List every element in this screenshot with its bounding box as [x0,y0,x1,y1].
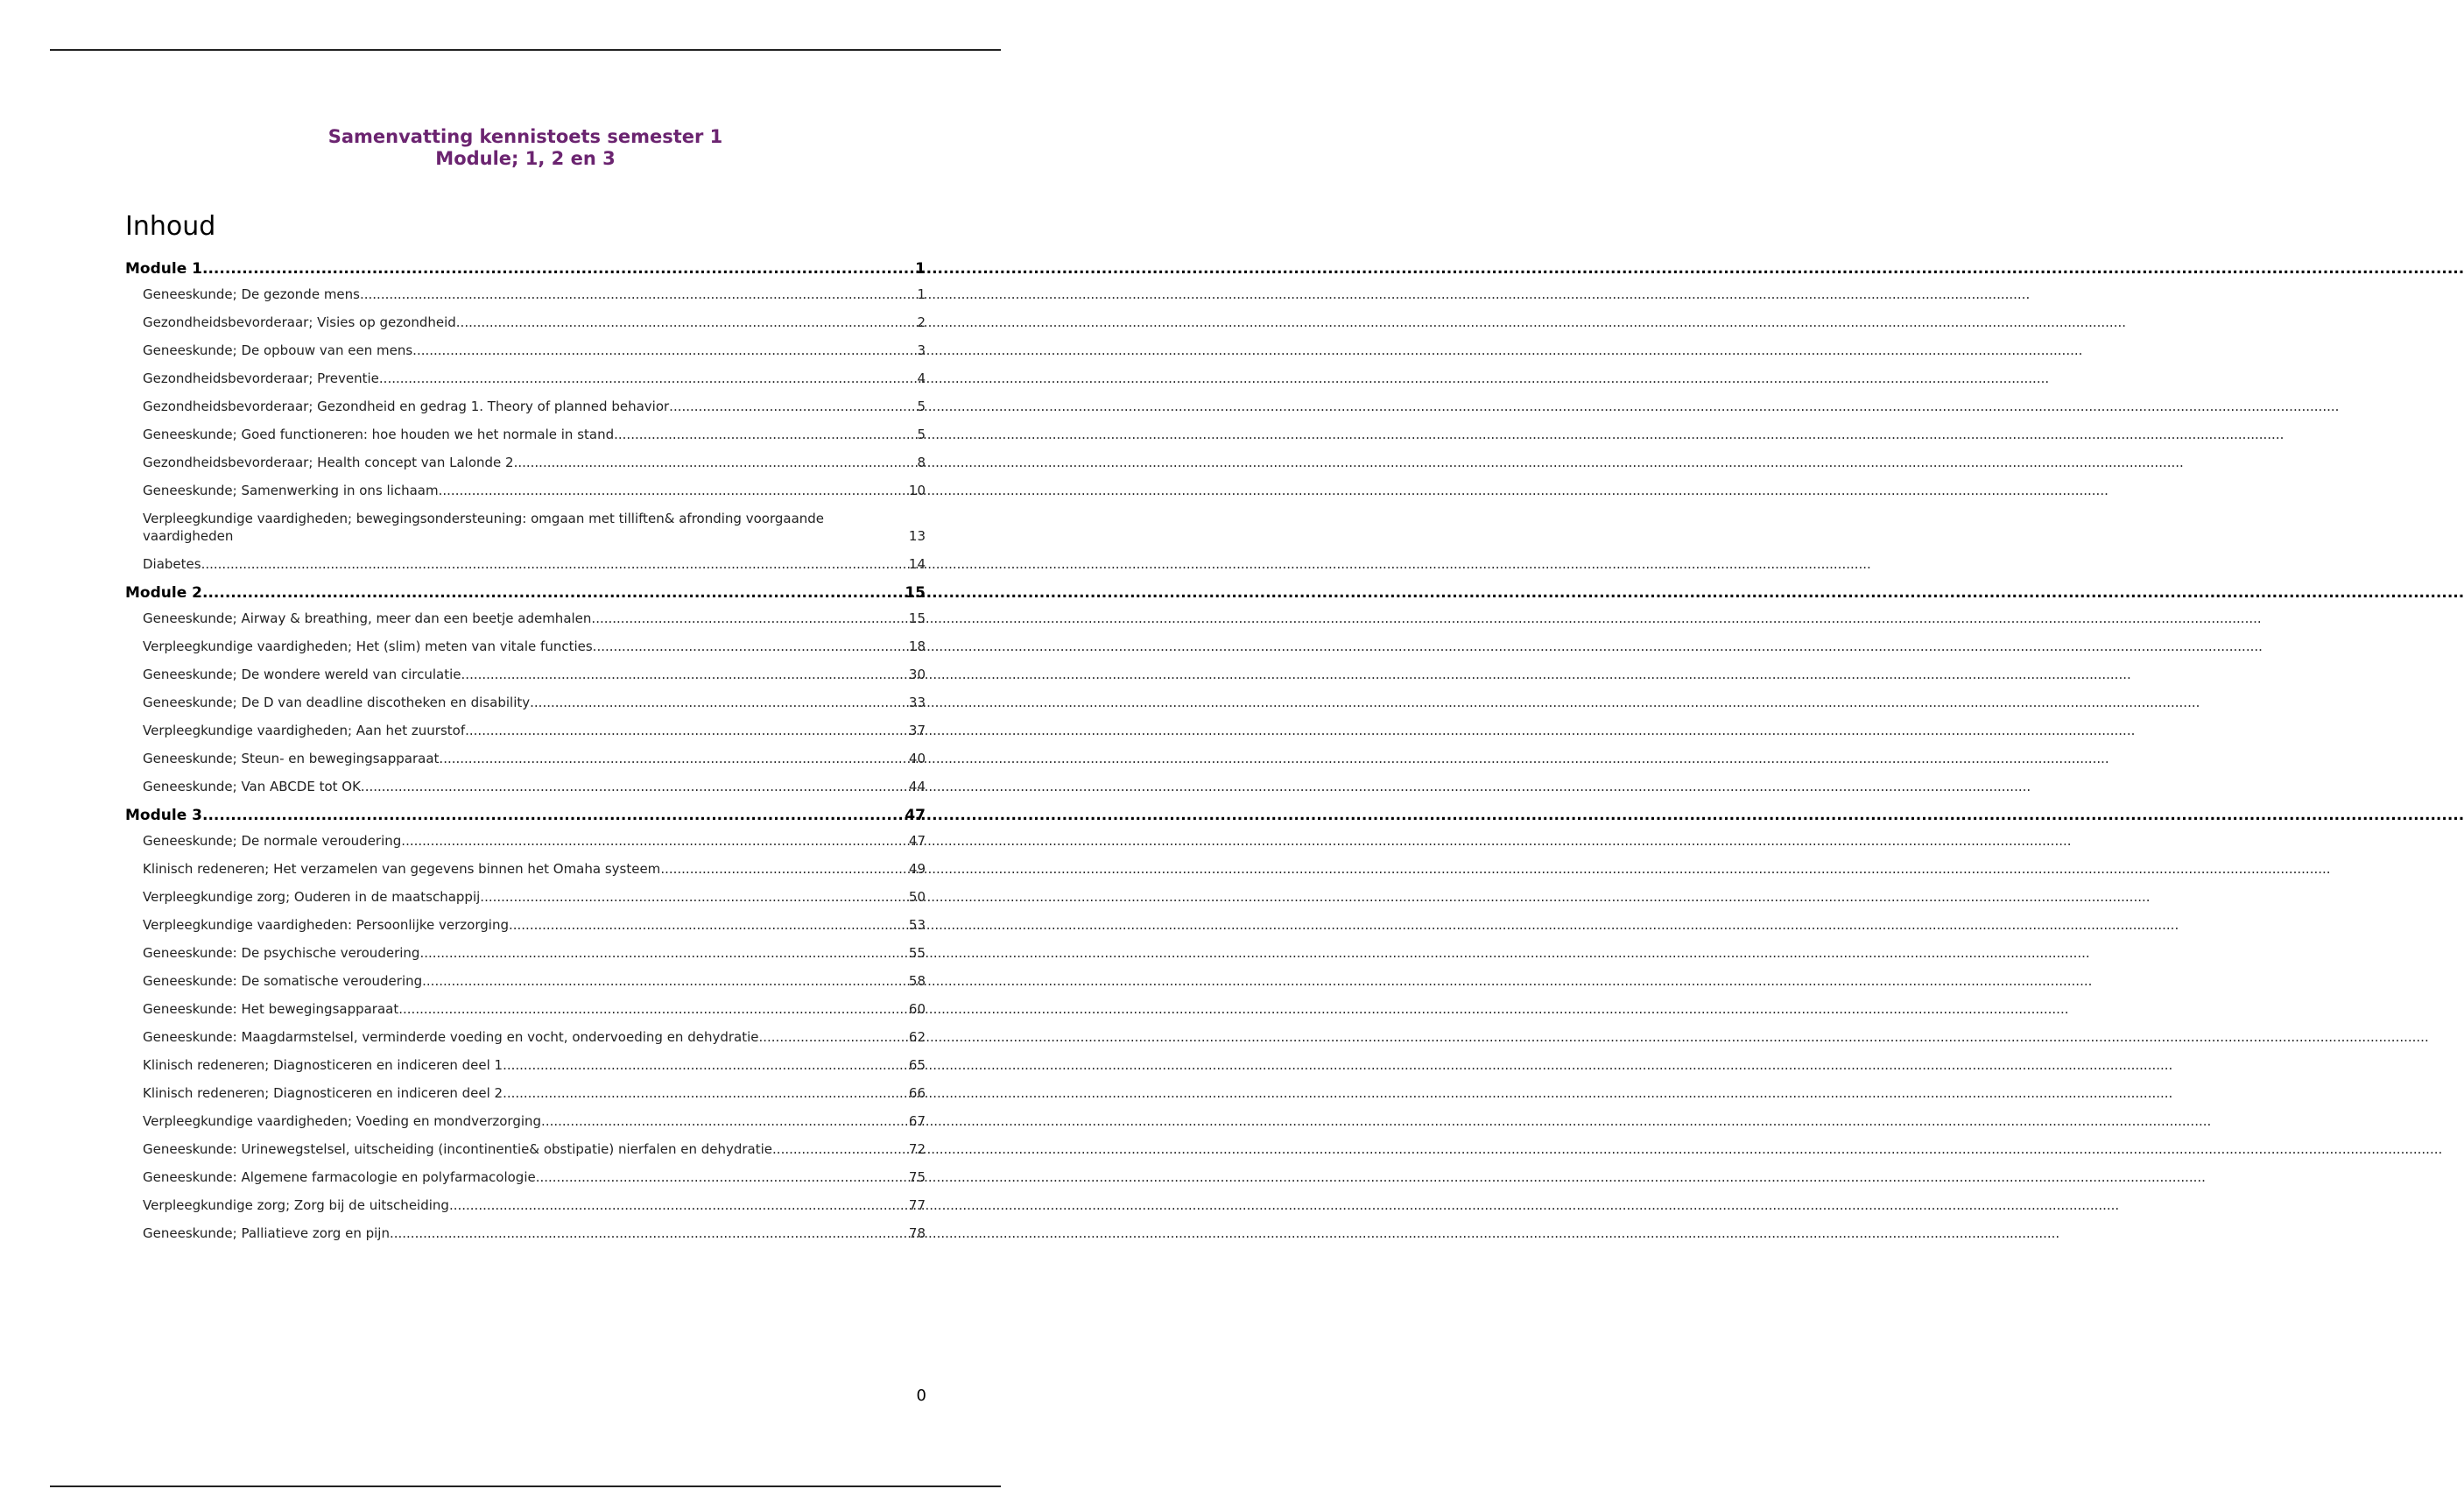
toc-item-label: Geneeskunde; Goed functioneren: hoe houden we het normale in stand [143,427,615,442]
toc-item-label: Gezondheidsbevorderaar; Visies op gezondheid [143,314,456,330]
toc-item-label: Geneeskunde: De psychische veroudering [143,945,420,961]
toc-page-number: 72 [908,1141,926,1157]
toc-item[interactable] [125,314,926,331]
toc-item-label: Gezondheidsbevorderaar; Health concept van Lalonde 2 [143,455,514,470]
dot-leader [390,1224,909,1242]
dot-leader [361,778,909,795]
table-of-contents [125,259,926,1253]
toc-item[interactable] [125,370,926,387]
dot-leader [360,286,917,303]
dot-leader [202,583,905,603]
toc-module-label: Module 1 [125,260,202,278]
dot-leader [202,259,915,279]
toc-page-number: 47 [908,833,926,849]
toc-item-label: Geneeskunde; Van ABCDE tot OK [143,779,361,794]
dot-leader [398,1000,909,1018]
dot-leader [503,1056,909,1074]
toc-item-label: Geneeskunde; Airway & breathing, meer dan een beetje ademhalen [143,610,592,626]
toc-item-label: Geneeskunde; De opbouw van een mens [143,342,413,358]
toc-item[interactable] [125,482,926,499]
toc-item-label: Verpleegkundige zorg; Zorg bij de uitscheiding [143,1197,449,1213]
toc-page-number: 10 [908,483,926,498]
toc-item-label: Klinisch redeneren; Het verzamelen van gegevens binnen het Omaha systeem [143,861,661,877]
toc-item[interactable] [125,666,926,683]
toc-page-number: 8 [917,455,926,470]
toc-page-number: 44 [908,779,926,794]
toc-item-label: Geneeskunde: Maagdarmstelsel, verminderde voeding en vocht, ondervoeding en dehydratie [143,1029,759,1045]
toc-item[interactable] [125,638,926,655]
toc-item[interactable] [125,722,926,739]
toc-page-number: 78 [908,1225,926,1241]
toc-item-label: Verpleegkundige vaardigheden; bewegingsondersteuning: omgaan met tilliften& afronding voorgaande [143,511,825,526]
toc-page-number: 53 [908,917,926,933]
dot-leader [401,832,909,850]
dot-leader [461,666,909,683]
dot-leader [660,860,909,878]
toc-item[interactable] [125,1168,926,1186]
toc-item[interactable] [125,1224,926,1242]
dot-leader [591,610,908,627]
toc-item-label: Verpleegkundige vaardigheden; Het (slim) meten van vitale functies [143,639,593,654]
dot-leader [412,342,917,359]
dot-leader [614,426,917,443]
toc-item-label: Geneeskunde; De gezonde mens [143,286,360,302]
dot-leader [419,944,908,962]
toc-item-label: Geneeskunde: Het bewegingsapparaat [143,1001,399,1017]
toc-item-label: Klinisch redeneren; Diagnosticeren en indiceren deel 2 [143,1085,503,1101]
toc-item-label: Gezondheidsbevorderaar; Preventie [143,370,379,386]
dot-leader [201,555,909,573]
toc-module-1[interactable] [125,259,926,279]
dot-leader [758,1028,908,1046]
dot-leader [439,482,909,499]
toc-page-number: 13 [908,528,926,544]
toc-page-number: 14 [908,556,926,572]
toc-page-number: 55 [908,945,926,961]
toc-page-number: 1 [915,260,926,278]
toc-item[interactable] [125,694,926,711]
toc-page-number: 47 [905,807,926,824]
toc-page-number: 2 [917,314,926,330]
toc-item-label: Gezondheidsbevorderaar; Gezondheid en gedrag 1. Theory of planned behavior [143,399,670,414]
toc-page-number: 18 [908,639,926,654]
title-line-2: Module; 1, 2 en 3 [435,148,616,169]
toc-item-label: Geneeskunde; De wondere wereld van circulatie [143,667,461,682]
toc-page-number: 5 [917,399,926,414]
dot-leader [202,806,905,825]
header-rule [50,49,1001,51]
toc-item[interactable] [125,555,926,573]
toc-page-number: 5 [917,427,926,442]
toc-page-number: 37 [908,723,926,738]
toc-page-number: 40 [908,751,926,766]
toc-page-number: 77 [908,1197,926,1213]
dot-leader [422,972,909,990]
toc-item[interactable] [125,1084,926,1102]
toc-item-label-continued: vaardigheden [143,528,234,544]
toc-page-number: 65 [908,1057,926,1073]
toc-item[interactable] [125,510,926,545]
toc-page-number: 66 [908,1085,926,1101]
toc-item[interactable] [125,1112,926,1130]
toc-item-label: Geneeskunde: Algemene farmacologie en polyfarmacologie [143,1169,536,1185]
toc-page-number: 15 [908,610,926,626]
toc-item[interactable] [125,1196,926,1214]
toc-item[interactable] [125,1140,926,1158]
toc-module-3[interactable] [125,806,926,825]
toc-module-label: Module 2 [125,584,202,602]
dot-leader [772,1140,909,1158]
toc-page-number: 60 [908,1001,926,1017]
footer-rule [50,1485,1001,1487]
toc-item[interactable] [125,342,926,359]
toc-page-number: 30 [908,667,926,682]
toc-item[interactable] [125,832,926,850]
dot-leader [503,1084,909,1102]
toc-item[interactable] [125,610,926,627]
toc-page-number: 49 [908,861,926,877]
toc-page-number: 75 [908,1169,926,1185]
toc-item-label: Geneeskunde; Steun- en bewegingsapparaat [143,751,440,766]
toc-item-label: Klinisch redeneren; Diagnosticeren en indiceren deel 1 [143,1057,503,1073]
title-line-1: Samenvatting kennistoets semester 1 [327,126,723,147]
dot-leader [536,1168,909,1186]
toc-page-number: 62 [908,1029,926,1045]
footer-page-number: 0 [916,1387,926,1405]
dot-leader [593,638,909,655]
toc-item-label: Geneeskunde: De somatische veroudering [143,973,423,989]
toc-page-number: 50 [908,889,926,905]
dot-leader [509,916,909,934]
toc-module-2[interactable] [125,583,926,603]
toc-item-label: Diabetes [143,556,201,572]
dot-leader [439,750,908,767]
toc-item-label: Geneeskunde; Samenwerking in ons lichaam [143,483,439,498]
toc-item-label: Verpleegkundige vaardigheden; Voeding en mondverzorging [143,1113,542,1129]
toc-item-label: Verpleegkundige vaardigheden: Persoonlijke verzorging [143,917,509,933]
toc-item[interactable] [125,1000,926,1018]
toc-item[interactable] [125,1028,926,1046]
dot-leader [465,722,909,739]
toc-item[interactable] [125,972,926,990]
dot-leader [669,398,917,415]
dot-leader [480,888,909,906]
toc-page-number: 15 [905,584,926,602]
toc-item[interactable] [125,750,926,767]
dot-leader [456,314,918,331]
document-title [0,126,1051,170]
toc-page-number: 4 [917,370,926,386]
toc-page-number: 58 [908,973,926,989]
toc-module-label: Module 3 [125,807,202,824]
toc-page-number: 1 [917,286,926,302]
toc-item[interactable] [125,426,926,443]
toc-item[interactable] [125,778,926,795]
toc-item[interactable] [125,398,926,415]
toc-page-number: 67 [908,1113,926,1129]
toc-item[interactable] [125,916,926,934]
dot-leader [541,1112,909,1130]
toc-item-label: Geneeskunde: Urinewegstelsel, uitscheiding (incontinentie& obstipatie) nierfalen en dehydratie [143,1141,773,1157]
dot-leader [530,694,909,711]
toc-item-label: Verpleegkundige vaardigheden; Aan het zuurstof [143,723,466,738]
toc-item[interactable] [125,860,926,878]
toc-item[interactable] [125,888,926,906]
toc-item-label: Verpleegkundige zorg; Ouderen in de maatschappij [143,889,481,905]
dot-leader [449,1196,909,1214]
toc-page-number: 3 [917,342,926,358]
dot-leader [379,370,918,387]
toc-item-label: Geneeskunde; Palliatieve zorg en pijn [143,1225,390,1241]
toc-page-number: 33 [908,695,926,710]
toc-heading: Inhoud [125,211,216,242]
toc-item-label: Geneeskunde; De normale veroudering [143,833,402,849]
toc-item[interactable] [125,1056,926,1074]
toc-item[interactable] [125,944,926,962]
toc-item-label: Geneeskunde; De D van deadline discotheken en disability [143,695,531,710]
toc-item[interactable] [125,454,926,471]
dot-leader [514,454,918,471]
toc-item[interactable] [125,286,926,303]
